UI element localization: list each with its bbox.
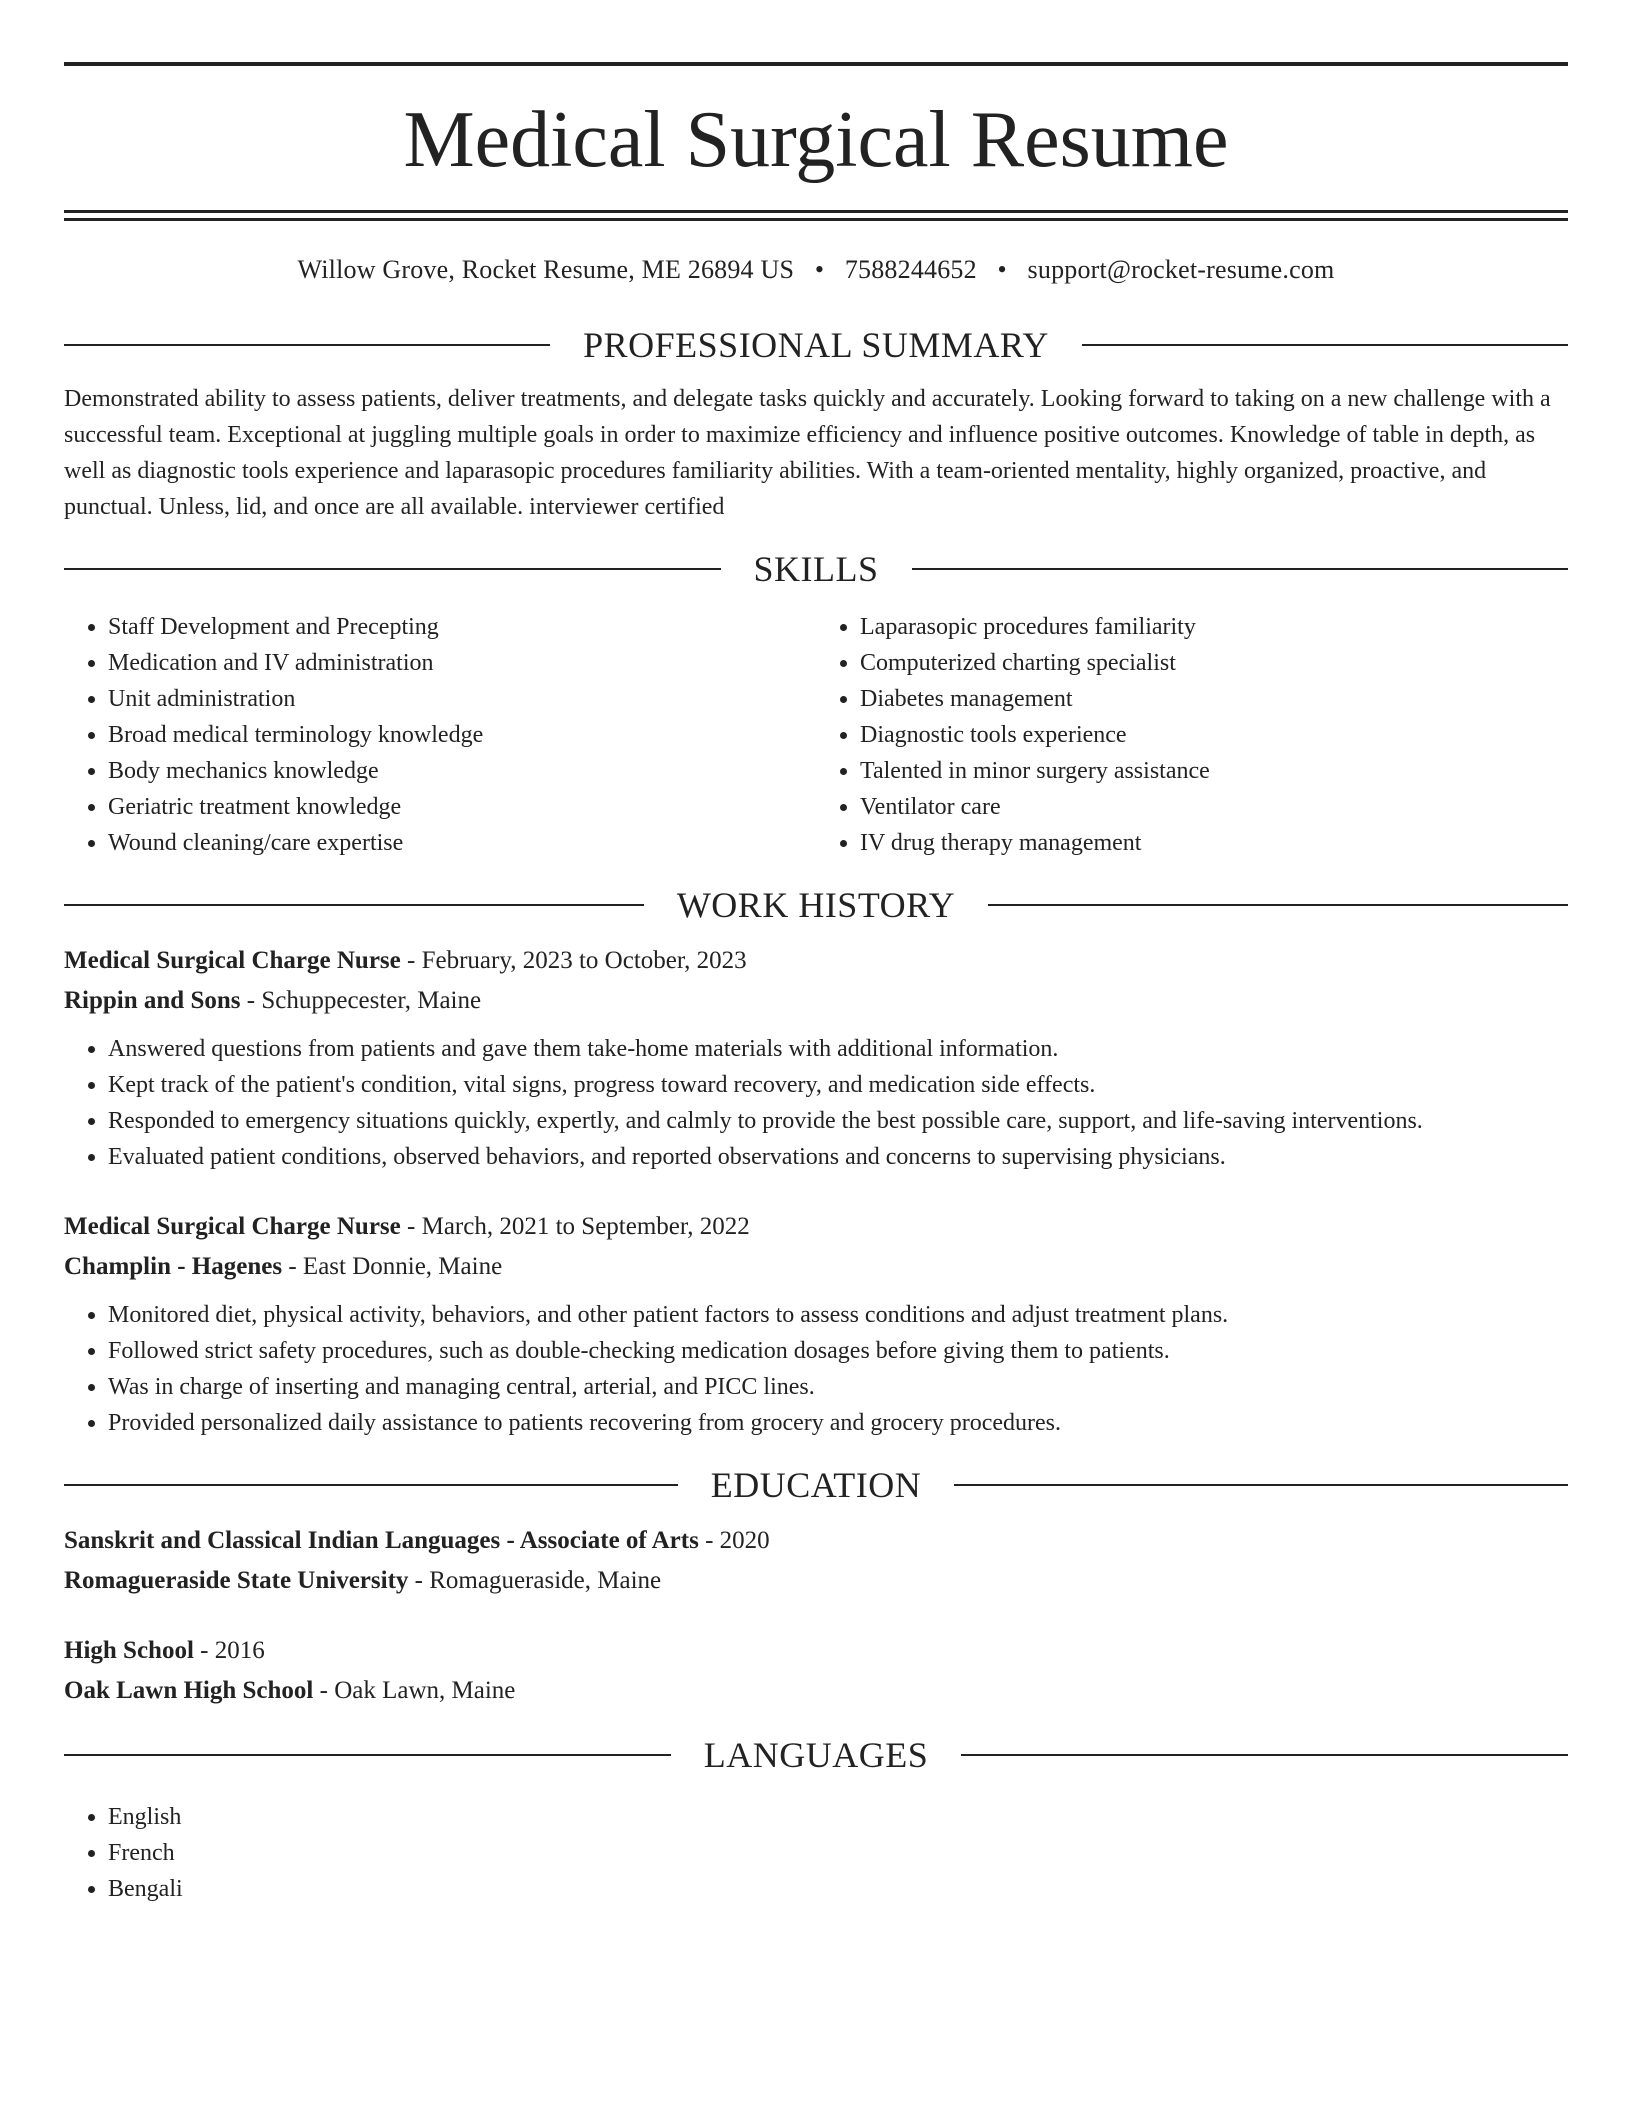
top-rule [64, 62, 1568, 66]
skill-item: • Computerized charting specialist [860, 645, 1568, 681]
summary-section-header [64, 327, 1568, 363]
skill-item: • Diagnostic tools experience [860, 717, 1568, 753]
skills-list-left [64, 609, 816, 861]
job-title: Medical Surgical Charge Nurse [64, 1213, 401, 1240]
languages-section-header [64, 1737, 1568, 1773]
skill-item: • Ventilator care [860, 789, 1568, 825]
education-degree-line: High School - 2016 [64, 1637, 265, 1664]
education-school: Romagueraside State University [64, 1567, 409, 1594]
skill-item: • Talented in minor surgery assistance [860, 753, 1568, 789]
job-bullet: • Answered questions from patients and gave them take-home materials with additional information. [108, 1031, 1568, 1067]
education-year: 2020 [719, 1527, 770, 1554]
job-dates: February, 2023 to October, 2023 [421, 947, 747, 974]
summary-section-title: PROFESSIONAL SUMMARY [583, 325, 1049, 365]
education-degree: High School [64, 1637, 194, 1664]
title-double-rule [64, 210, 1568, 221]
education-entry [64, 1631, 1568, 1711]
job-bullet: • Monitored diet, physical activity, behaviors, and other patient factors to assess conditions and adjust treatment plans. [108, 1297, 1568, 1333]
job-company-line: Champlin - Hagenes - East Donnie, Maine [64, 1253, 503, 1280]
section-rule [64, 904, 644, 906]
education-school-line: Romagueraside State University - Romagueraside, Maine [64, 1567, 662, 1594]
job-location: East Donnie, Maine [302, 1253, 503, 1280]
education-degree: Sanskrit and Classical Indian Languages - Associate of Arts [64, 1527, 699, 1554]
education-location: Romagueraside, Maine [429, 1567, 662, 1594]
job-bullets [64, 1297, 1568, 1441]
skills-section-title: SKILLS [753, 549, 879, 589]
skill-item: • Unit administration [108, 681, 816, 717]
job-company: Rippin and Sons [64, 987, 241, 1014]
job-title-line: Medical Surgical Charge Nurse - March, 2021 to September, 2022 [64, 1213, 750, 1240]
skill-item: • Wound cleaning/care expertise [108, 825, 816, 861]
languages-list [64, 1799, 1568, 1907]
job-entry [64, 1207, 1568, 1441]
contact-separator: • [814, 255, 825, 284]
job-title-line: Medical Surgical Charge Nurse - February, 2023 to October, 2023 [64, 947, 747, 974]
section-rule [64, 1754, 671, 1756]
section-rule [988, 904, 1568, 906]
language-item: • Bengali [108, 1871, 1568, 1907]
language-item: • French [108, 1835, 1568, 1871]
job-bullet: • Provided personalized daily assistance to patients recovering from grocery and grocery procedures. [108, 1405, 1568, 1441]
contact-address: Willow Grove, Rocket Resume, ME 26894 US [297, 255, 795, 284]
job-bullet: • Responded to emergency situations quickly, expertly, and calmly to provide the best possible care, support, and life-saving interventions. [108, 1103, 1568, 1139]
skill-item: • Laparasopic procedures familiarity [860, 609, 1568, 645]
work-section-header [64, 887, 1568, 923]
summary-text: Demonstrated ability to assess patients, deliver treatments, and delegate tasks quickly and accurately. Looking forward to taking on a new challenge with a successful team. Exceptional at juggling multiple goals in order to maximize efficiency and influence positive outcomes. Knowledge of table in depth, as well as diagnostic tools experience and laparasopic procedures familiarity abilities. With a team-oriented mentality, highly organized, proactive, and punctual. Unless, lid, and once are all available. interviewer certified [64, 386, 1551, 520]
skill-item: • Geriatric treatment knowledge [108, 789, 816, 825]
page-title: Medical Surgical Resume [403, 96, 1229, 184]
job-bullet: • Followed strict safety procedures, such as double-checking medication dosages before giving them to patients. [108, 1333, 1568, 1369]
skill-item: • Body mechanics knowledge [108, 753, 816, 789]
section-rule [961, 1754, 1568, 1756]
education-section-header [64, 1467, 1568, 1503]
section-rule [954, 1484, 1568, 1486]
job-dates: March, 2021 to September, 2022 [421, 1213, 750, 1240]
contact-line [64, 255, 1568, 285]
education-school: Oak Lawn High School [64, 1677, 314, 1704]
skill-item: • Diabetes management [860, 681, 1568, 717]
job-bullet: • Was in charge of inserting and managing central, arterial, and PICC lines. [108, 1369, 1568, 1405]
job-title: Medical Surgical Charge Nurse [64, 947, 401, 974]
skill-item: • Medication and IV administration [108, 645, 816, 681]
job-bullet: • Kept track of the patient's condition, vital signs, progress toward recovery, and medication side effects. [108, 1067, 1568, 1103]
section-rule [1082, 344, 1568, 346]
skills-section-header [64, 551, 1568, 587]
work-section-title: WORK HISTORY [676, 885, 956, 925]
contact-phone: 7588244652 [844, 255, 977, 284]
job-entry [64, 941, 1568, 1175]
section-rule [64, 344, 550, 346]
language-item: • English [108, 1799, 1568, 1835]
section-rule [64, 1484, 678, 1486]
education-entry [64, 1521, 1568, 1601]
resume-page [64, 62, 1568, 1907]
education-year: 2016 [214, 1637, 265, 1664]
education-section-title: EDUCATION [710, 1465, 922, 1505]
skill-item: • Staff Development and Precepting [108, 609, 816, 645]
education-school-line: Oak Lawn High School - Oak Lawn, Maine [64, 1677, 516, 1704]
skill-item: • IV drug therapy management [860, 825, 1568, 861]
skills-list-right [816, 609, 1568, 861]
job-bullets [64, 1031, 1568, 1175]
skills-columns [64, 609, 1568, 861]
section-rule [912, 568, 1569, 570]
education-location: Oak Lawn, Maine [334, 1677, 516, 1704]
job-bullet: • Evaluated patient conditions, observed behaviors, and reported observations and concerns to supervising physicians. [108, 1139, 1568, 1175]
job-company-line: Rippin and Sons - Schuppecester, Maine [64, 987, 482, 1014]
section-rule [64, 568, 721, 570]
contact-separator: • [997, 255, 1007, 284]
languages-section-title: LANGUAGES [703, 1735, 929, 1775]
job-company: Champlin - Hagenes [64, 1253, 283, 1280]
contact-email: support@rocket-resume.com [1027, 255, 1335, 284]
education-degree-line: Sanskrit and Classical Indian Languages - Associate of Arts - 2020 [64, 1527, 770, 1554]
job-location: Schuppecester, Maine [261, 987, 482, 1014]
skill-item: • Broad medical terminology knowledge [108, 717, 816, 753]
